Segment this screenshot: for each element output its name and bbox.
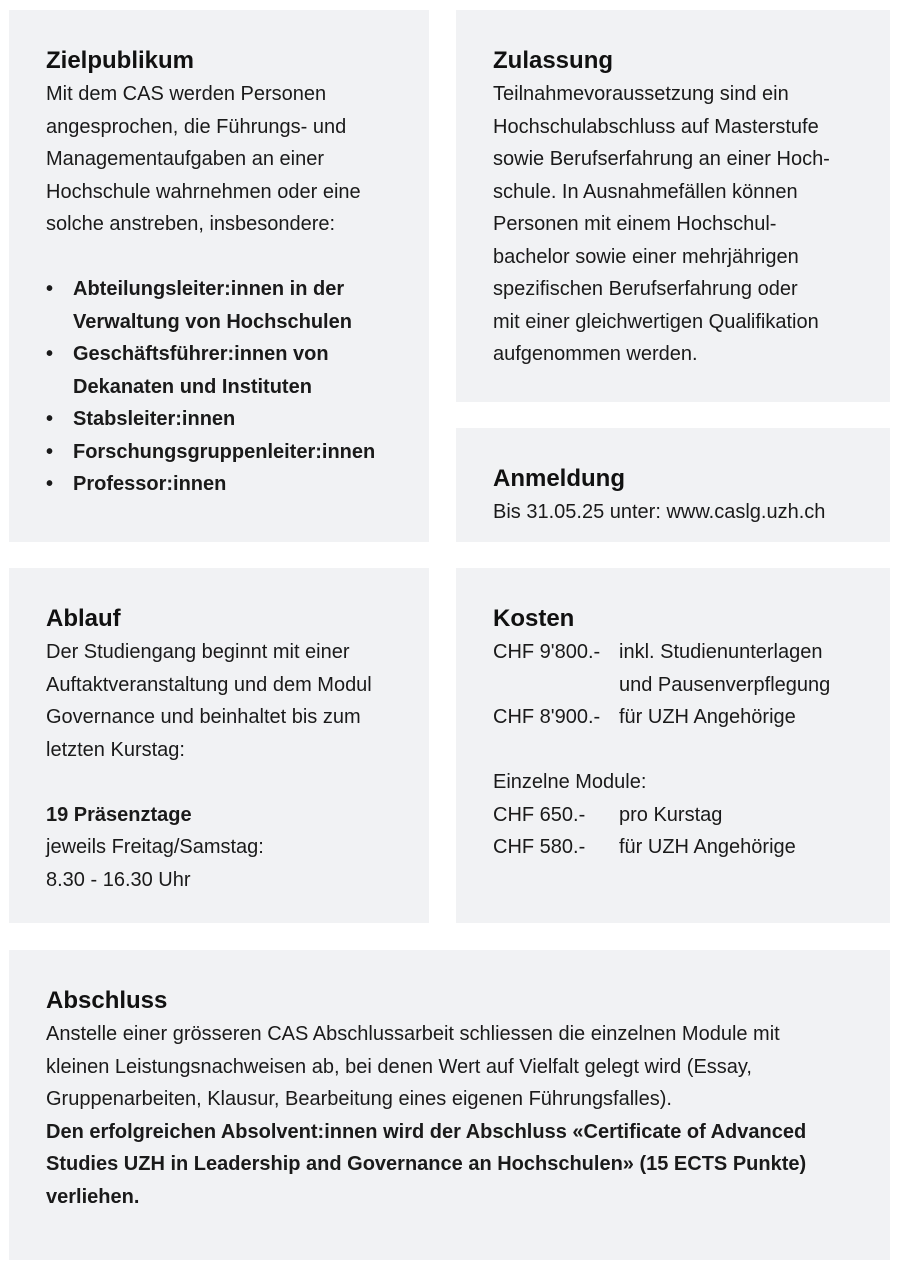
abschluss-bold-line: Den erfolgreichen Absolvent:innen wird der Abschluss «Certificate of Advanced: [46, 1120, 807, 1143]
schedule-line: jeweils Freitag/Samstag:: [46, 836, 264, 858]
module-label: Einzelne Module:: [493, 771, 647, 793]
list-item: • Professor:innen: [46, 468, 376, 501]
zielpublikum-box: [9, 10, 429, 542]
zielpublikum-intro-line: Managementaufgaben an einer: [46, 148, 324, 170]
zulassung-box: [456, 10, 890, 402]
list-item: • Stabsleiter:innen: [46, 403, 376, 436]
zulassung-line: Hochschulabschluss auf Masterstufe: [493, 115, 819, 138]
abschluss-line: Gruppenarbeiten, Klausur, Bearbeitung eines eigenen Führungsfalles).: [46, 1088, 672, 1110]
cost-description: und Pausenverpflegung: [619, 673, 831, 696]
anmeldung-title: Anmeldung: [493, 465, 625, 492]
schedule-line: 8.30 - 16.30 Uhr: [46, 868, 191, 891]
praesenztage-highlight: 19 Präsenztage: [46, 803, 192, 826]
ablauf-line: letzten Kurstag:: [46, 738, 185, 761]
cost-description: für UZH Angehörige: [619, 706, 796, 728]
ablauf-title: Ablauf: [46, 605, 121, 632]
abschluss-line: Anstelle einer grösseren CAS Abschlussarbeit schliessen die einzelnen Module mit: [46, 1023, 780, 1045]
zielpublikum-intro-line: Mit dem CAS werden Personen: [46, 83, 327, 105]
cost-amount: CHF 8'900.-: [493, 706, 601, 728]
zielpublikum-intro-line: Hochschule wahrnehmen oder eine: [46, 180, 361, 203]
zulassung-title: Zulassung: [493, 47, 614, 74]
cost-description: inkl. Studienunterlagen: [619, 641, 823, 663]
module-cost-row: [493, 831, 854, 864]
abschluss-bold-line: Studies UZH in Leadership and Governance an Hochschulen» (15 ECTS Punkte): [46, 1153, 807, 1175]
zulassung-line: bachelor sowie einer mehrjährigen: [493, 245, 799, 268]
zulassung-line: aufgenommen werden.: [493, 343, 698, 365]
cost-row: [493, 701, 854, 734]
zielpublikum-intro-line: solche anstreben, insbesondere:: [46, 213, 336, 235]
cost-amount: CHF 650.-: [493, 803, 586, 826]
list-item: • Forschungsgruppenleiter:innen: [46, 436, 376, 469]
list-item: • Geschäftsführer:innen von Dekanaten und Instituten: [46, 338, 376, 403]
kosten-box: [456, 568, 890, 923]
cost-amount: CHF 9'800.-: [493, 641, 601, 663]
zulassung-line: spezifischen Berufserfahrung oder: [493, 278, 798, 300]
zulassung-line: schule. In Ausnahmefällen können: [493, 180, 798, 203]
zulassung-line: mit einer gleichwertigen Qualifikation: [493, 310, 819, 333]
zulassung-line: Teilnahmevoraussetzung sind ein: [493, 83, 789, 105]
zielgruppen-list: [46, 273, 376, 501]
anmeldung-box: [456, 428, 890, 542]
cost-description: pro Kurstag: [619, 803, 723, 826]
ablauf-line: Governance und beinhaltet bis zum: [46, 706, 361, 728]
abschluss-line: kleinen Leistungsnachweisen ab, bei denen Wert auf Vielfalt gelegt wird (Essay,: [46, 1055, 752, 1078]
zielpublikum-title: Zielpublikum: [46, 47, 195, 74]
kosten-title: Kosten: [493, 605, 575, 632]
abschluss-bold-line: verliehen.: [46, 1185, 140, 1208]
ablauf-line: Auftaktveranstaltung und dem Modul: [46, 673, 372, 696]
cost-amount: CHF 580.-: [493, 836, 586, 858]
ablauf-box: [9, 568, 429, 923]
anmeldung-text: Bis 31.05.25 unter: www.caslg.uzh.ch: [493, 501, 826, 523]
cost-description: für UZH Angehörige: [619, 836, 796, 858]
abschluss-box: [9, 950, 890, 1260]
abschluss-title: Abschluss: [46, 987, 168, 1014]
zielpublikum-intro-line: angesprochen, die Führungs- und: [46, 115, 347, 138]
module-cost-row: [493, 799, 854, 832]
cost-row: [493, 636, 854, 669]
list-item: • Abteilungsleiter:innen in der Verwaltung von Hochschulen: [46, 273, 376, 338]
cost-amount: [493, 669, 619, 702]
zulassung-line: Personen mit einem Hochschul-: [493, 213, 777, 235]
cost-row: [493, 669, 854, 702]
zulassung-line: sowie Berufserfahrung an einer Hoch-: [493, 148, 830, 170]
ablauf-line: Der Studiengang beginnt mit einer: [46, 641, 350, 663]
